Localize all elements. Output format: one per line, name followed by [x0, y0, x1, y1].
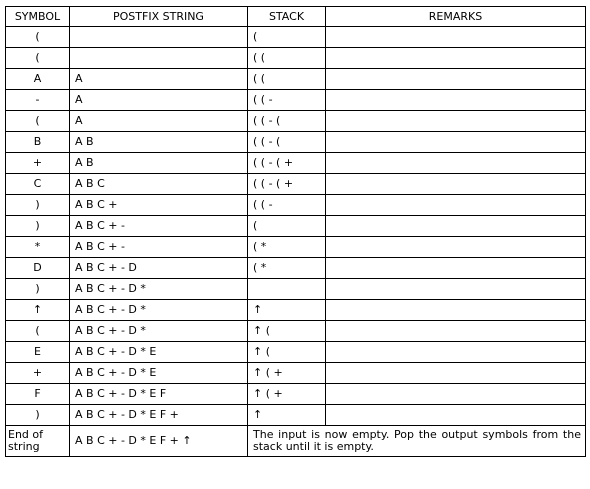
cell-remarks: [326, 405, 586, 426]
table-row-end-of-string: [6, 426, 586, 457]
cell-stack: ↑: [248, 300, 326, 321]
cell-remarks: [326, 363, 586, 384]
cell-remarks: [326, 174, 586, 195]
cell-symbol: ): [6, 216, 70, 237]
header-symbol: SYMBOL: [6, 7, 70, 27]
cell-postfix: A B C + - D * E F: [70, 384, 248, 405]
infix-to-postfix-table: [5, 6, 586, 457]
cell-stack: [248, 279, 326, 300]
cell-remarks: [326, 132, 586, 153]
cell-postfix: A B C + - D * E: [70, 363, 248, 384]
cell-postfix: A B C + - D *: [70, 279, 248, 300]
cell-stack: ( (: [248, 48, 326, 69]
table-row: [6, 48, 586, 69]
table-row: [6, 111, 586, 132]
table-row: [6, 405, 586, 426]
cell-stack: ( ( -: [248, 90, 326, 111]
cell-remarks: [326, 279, 586, 300]
cell-stack: ( ( -: [248, 195, 326, 216]
header-remarks: REMARKS: [326, 7, 586, 27]
cell-symbol: ): [6, 195, 70, 216]
cell-postfix: A: [70, 90, 248, 111]
cell-remarks: [326, 195, 586, 216]
cell-stack: ↑ (: [248, 342, 326, 363]
table-row: [6, 90, 586, 111]
table-row: [6, 237, 586, 258]
header-row: [6, 7, 586, 27]
cell-remarks: [326, 111, 586, 132]
cell-remarks: [326, 321, 586, 342]
cell-remarks: The input is now empty. Pop the output symbols from the stack until it is empty.: [248, 426, 586, 457]
cell-symbol: End of string: [6, 426, 70, 457]
cell-stack: ↑: [248, 405, 326, 426]
cell-postfix: A B: [70, 153, 248, 174]
cell-stack: (: [248, 216, 326, 237]
cell-stack: ( *: [248, 258, 326, 279]
table-row: [6, 363, 586, 384]
table-row: [6, 258, 586, 279]
cell-remarks: [326, 216, 586, 237]
cell-stack: (: [248, 27, 326, 48]
cell-stack: ↑ ( +: [248, 384, 326, 405]
cell-postfix: A B C +: [70, 195, 248, 216]
cell-symbol: D: [6, 258, 70, 279]
cell-remarks: [326, 342, 586, 363]
table-row: [6, 384, 586, 405]
cell-symbol: (: [6, 111, 70, 132]
cell-remarks: [326, 384, 586, 405]
cell-postfix: A: [70, 69, 248, 90]
table-row: [6, 132, 586, 153]
cell-stack: ↑ ( +: [248, 363, 326, 384]
cell-stack: ( *: [248, 237, 326, 258]
cell-postfix: A B C + -: [70, 237, 248, 258]
cell-symbol: (: [6, 321, 70, 342]
cell-symbol: A: [6, 69, 70, 90]
cell-postfix: A B C + - D *: [70, 321, 248, 342]
cell-postfix: A B C + - D: [70, 258, 248, 279]
cell-remarks: [326, 27, 586, 48]
cell-postfix: A B C + - D * E F +: [70, 405, 248, 426]
cell-symbol: *: [6, 237, 70, 258]
cell-remarks: [326, 258, 586, 279]
header-stack: STACK: [248, 7, 326, 27]
cell-postfix: A B C + - D *: [70, 300, 248, 321]
cell-postfix: A: [70, 111, 248, 132]
cell-symbol: (: [6, 27, 70, 48]
table-row: [6, 195, 586, 216]
table-row: [6, 216, 586, 237]
cell-symbol: +: [6, 153, 70, 174]
cell-remarks: [326, 300, 586, 321]
table-row: [6, 27, 586, 48]
cell-stack: ( (: [248, 69, 326, 90]
cell-symbol: E: [6, 342, 70, 363]
table-row: [6, 300, 586, 321]
cell-symbol: C: [6, 174, 70, 195]
table-row: [6, 321, 586, 342]
cell-symbol: ↑: [6, 300, 70, 321]
table-row: [6, 69, 586, 90]
cell-symbol: -: [6, 90, 70, 111]
cell-symbol: ): [6, 279, 70, 300]
cell-symbol: ): [6, 405, 70, 426]
table-row: [6, 279, 586, 300]
cell-remarks: [326, 153, 586, 174]
cell-stack: ↑ (: [248, 321, 326, 342]
cell-remarks: [326, 48, 586, 69]
cell-postfix: A B: [70, 132, 248, 153]
cell-symbol: F: [6, 384, 70, 405]
table-row: [6, 342, 586, 363]
cell-stack: ( ( - (: [248, 132, 326, 153]
table-row: [6, 174, 586, 195]
cell-symbol: B: [6, 132, 70, 153]
cell-remarks: [326, 90, 586, 111]
cell-stack: ( ( - (: [248, 111, 326, 132]
cell-postfix: [70, 27, 248, 48]
conversion-table-container: [5, 6, 585, 457]
cell-postfix: A B C: [70, 174, 248, 195]
cell-remarks: [326, 69, 586, 90]
table-row: [6, 153, 586, 174]
cell-stack: ( ( - ( +: [248, 153, 326, 174]
cell-postfix: [70, 48, 248, 69]
header-postfix-string: POSTFIX STRING: [70, 7, 248, 27]
cell-postfix: A B C + - D * E F + ↑: [70, 426, 248, 457]
cell-stack: ( ( - ( +: [248, 174, 326, 195]
cell-symbol: (: [6, 48, 70, 69]
cell-postfix: A B C + -: [70, 216, 248, 237]
cell-symbol: +: [6, 363, 70, 384]
cell-postfix: A B C + - D * E: [70, 342, 248, 363]
cell-remarks: [326, 237, 586, 258]
